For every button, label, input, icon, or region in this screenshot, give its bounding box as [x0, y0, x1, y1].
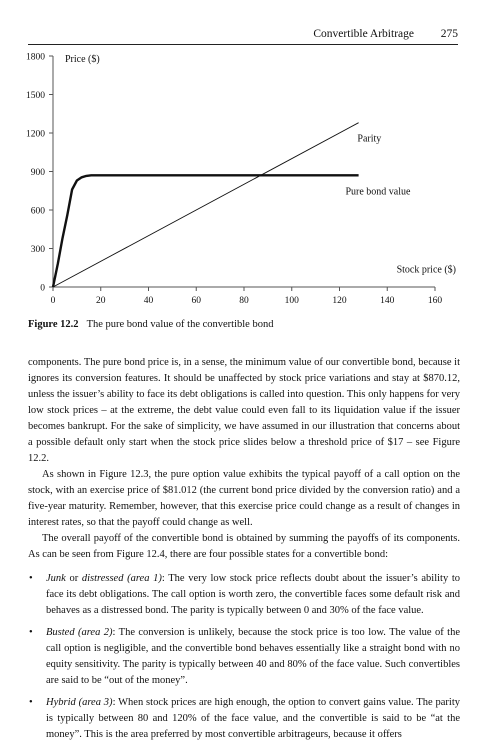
list-term: Hybrid (area 3)	[46, 697, 113, 708]
x-tick-label: 20	[96, 296, 106, 306]
y-tick-label: 600	[30, 206, 45, 217]
y-tick-label: 300	[30, 245, 45, 255]
x-tick-label: 80	[239, 296, 249, 306]
chart-axes	[53, 56, 435, 287]
page-number: 275	[440, 28, 458, 40]
list-item	[28, 695, 460, 743]
list-term: Junk	[46, 573, 66, 584]
x-tick-label: 140	[380, 296, 395, 306]
figure-caption	[28, 319, 273, 330]
y-tick-label: 1800	[26, 52, 45, 63]
x-tick-label: 0	[50, 296, 56, 306]
list-item	[28, 625, 460, 689]
paragraph: The overall payoff of the convertible bond is obtained by summing the payoffs of its components. As can be seen from Figure 12.4, there are four possible states for a convertible bond:	[28, 533, 460, 560]
x-tick-label: 120	[332, 296, 347, 306]
list-text: : The very low stock price reflects doubt about the issuer’s ability to face its debt obligations. The call option is worth zero, the convertible faces some default risk and behaves as a distressed bond. The parity is typically between 0 and 30% of the face value.	[46, 573, 460, 616]
bullet-icon: •	[29, 627, 33, 638]
running-header	[28, 26, 458, 45]
bullet-icon: •	[29, 573, 33, 584]
bullet-icon: •	[29, 697, 33, 708]
body-text	[28, 355, 460, 749]
x-tick-label: 160	[427, 296, 443, 306]
y-tick-label: 0	[40, 283, 45, 294]
x-tick-label: 40	[143, 296, 154, 306]
x-tick-label: 60	[191, 296, 201, 306]
parity-label: Parity	[357, 133, 382, 145]
x-axis-title: Stock price ($)	[396, 264, 456, 276]
list-term: Busted (area 2)	[46, 627, 113, 638]
figure-caption-text: The pure bond value of the convertible bond	[86, 319, 274, 330]
pure-bond-value-label: Pure bond value	[345, 186, 411, 198]
y-tick-label: 1200	[26, 129, 45, 140]
state-list	[28, 571, 460, 743]
list-term: distressed (area 1)	[81, 573, 162, 584]
paragraph: components. The pure bond price is, in a sense, the minimum value of our convertible bond, because it ignores its conversion features. It should be unaffected by stock price variations and stay at $870.12, unless the issuer’s ability to face its debt obligations is called into question. This only happens for very low stock prices – at the extreme, the debt value could even fall to its liquidation value if the issuer becomes bankrupt. For the sake of simplicity, we have assumed in our illustration that concerns about a possible default only start when the stock price slides below a threshold price of $17 – see Figure 12.2.	[28, 357, 460, 464]
list-item	[28, 571, 460, 619]
list-connector: or	[65, 573, 82, 584]
list-text: : The conversion is unlikely, because the stock price is too low. The value of the call option is negligible, and the convertible bond behaves essentially like a straight bond with no equity sensitivity. The parity is typically between 40 and 80% of the face value. Such convertibles are said to be “out of the money”.	[46, 627, 460, 686]
figure-caption-label: Figure 12.2	[28, 319, 79, 330]
y-axis-title: Price ($)	[65, 54, 100, 65]
running-header-section: Convertible Arbitrage	[313, 28, 414, 40]
parity-line	[53, 123, 359, 287]
y-tick-label: 900	[30, 168, 45, 178]
bond-value-chart	[0, 44, 500, 314]
chart-labels	[65, 54, 456, 275]
list-text: : When stock prices are high enough, the option to convert gains value. The parity is typically between 80 and 120% of the face value, and the convertible is said to be “at the money”. This is the area preferred by most convertible arbitrageurs, because it offers	[46, 697, 460, 740]
chart-series	[53, 123, 359, 287]
paragraph: As shown in Figure 12.3, the pure option value exhibits the typical payoff of a call option on the stock, with an exercise price of $81.012 (the current bond price divided by the conversion ratio) and a five-year maturity. Remember, however, that this exercise price could change as a result of changes in interest rates, so that the payoff could change as well.	[28, 469, 460, 528]
y-tick-label: 1500	[26, 91, 45, 101]
x-tick-label: 100	[284, 296, 299, 306]
pure-bond-value-line	[53, 175, 359, 287]
